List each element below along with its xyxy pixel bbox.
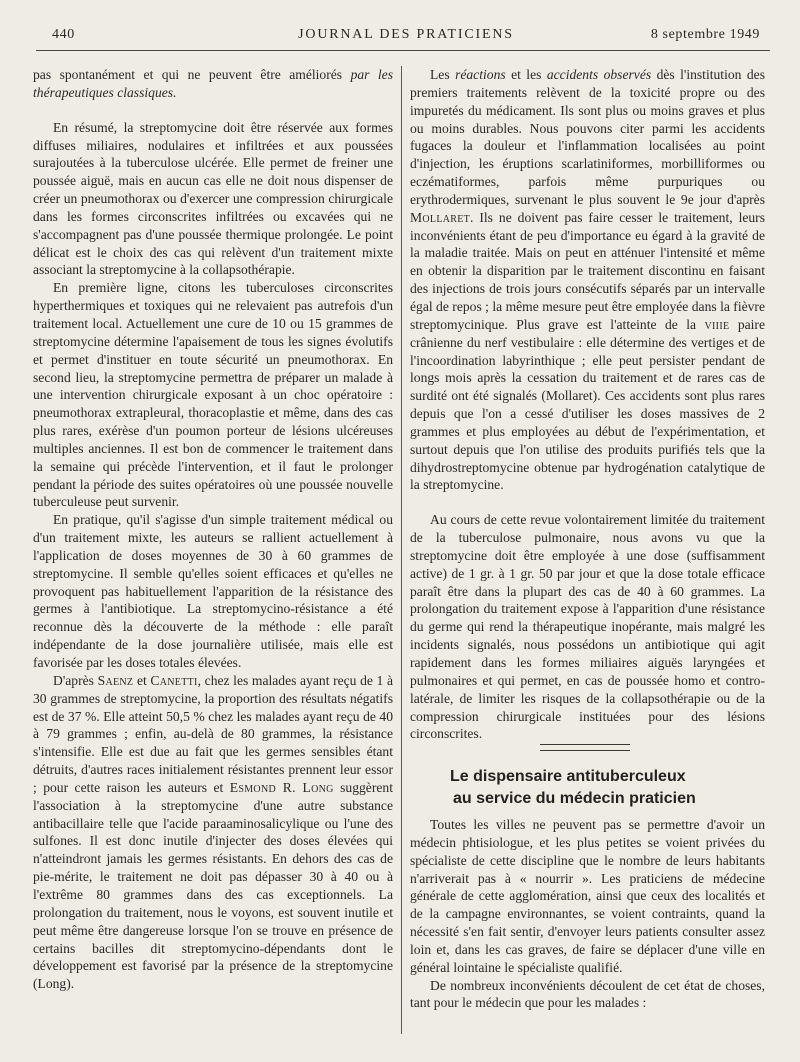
paragraph: Toutes les villes ne peuvent pas se permettre d'avoir un médecin phtisiologue, et les plus petites se voient privées du spécialiste de cette discipline que le nombre de leurs habitants n'arriverait pas à « nourrir ». Les praticiens de médecine générale de cette agglomération, ainsi que ceux des localités et de la campagne environnantes, se voient contraints, quand la nécessité s'en fait sentir, d'envoyer leurs patients consulter assez loin et, dans les cas graves, de faire se déplacer d'une ville en général lointaine le spécialiste qualifié. [410, 817, 765, 975]
right-column [410, 66, 765, 743]
page-number: 440 [52, 27, 75, 42]
author-name: Saenz [97, 672, 134, 688]
text-span: suggèrent l'association à la streptomycine d'une autre substance antibacillaire telle que l'acide paraaminosalicylique ou l'une des sulfones. Il est donc inutile d'injecter des doses élevées qui n'atteindront jamais les germes résistants. En dehors des cas de pie-mérite, le traitement ne doit pas dépasser 30 à 40 ou à l'extrême 80 grammes dans des cas exceptionnels. La prolongation du traitement, nous le voyons, est souvent inutile et peut même être dangereuse lorsque l'on se trouve en présence de certains bacilles dit streptomycino-dépendants dont le développement est favorisé par la présence de la streptomycine (Long). [33, 779, 393, 992]
author-name: Mollaret [410, 209, 471, 225]
author-name: Canetti [150, 672, 198, 688]
text-span: pas spontanément et qui ne peuvent être améliorés [33, 67, 343, 82]
paragraph: En résumé, la streptomycine doit être réservée aux formes diffuses miliaires, nodulaires et infiltrées et aux poussées surajoutées à la tuberculose ulcérée. Elle permet de freiner une poussée aiguë, mais en aucun cas elle ne doit nous dispenser de créer un pneumothorax ou d'exercer une compression chirurgicale dans les formes circonscrites infiltrées ou excavées qui ne s'accompagnent pas d'une poussée thermique prolongée. Le point délicat est le choix des cas qui relèvent d'un traitement mixte associant la streptomycine à la collapsothérapie. [33, 119, 393, 278]
text-span: , chez les malades ayant reçu de 1 à 30 grammes de streptomycine, la proportion des résultats négatifs est de 37 %. Elle atteint 50,5 % chez les malades ayant reçu de 40 à 79 grammes ; enfin, au-delà de 80 grammes, la résistance s'intensifie. Elle est due au fait que les germes sensibles étant détruits, d'autres races initialement résistantes prennent leur essor ; pour cette raison les auteurs et [33, 672, 393, 795]
section-body [410, 816, 765, 1012]
paragraph: En pratique, qu'il s'agisse d'un simple traitement médical ou d'un traitement mixte, les auteurs se rallient actuellement à l'application de doses moyennes de 30 à 60 grammes de streptomycine. Il semble qu'elles soient efficaces et qu'elles ne provoquent pas habituellement l'apparition de la résistance des germes à l'antibiotique. La streptomycino-résistance a été reconnue dès la découverte de la méthode : elle paraît indépendante de la dose journalière utilisée, mais elle est favorisée par les doses totales élevées. [33, 512, 393, 670]
journal-title: JOURNAL DES PRATICIENS [298, 27, 514, 42]
header-rule [36, 50, 770, 51]
text-span: dès l'institution des premiers traitements relèvent de la toxicité propre ou des impuretés du médicament. Ils sont plus ou moins graves et plus ou moins durables. Nous pouvons citer parmi les accidents fugaces la douleur et l'inflammation localisées au point d'injection, les éruptions scarlatiniformes, morbilliformes ou eczématiformes, parfois même purpuriques ou erythrodermiques, survenant le plus souvent le 9e jour d'après [410, 67, 765, 207]
text-span: Les [430, 67, 450, 82]
section-heading [450, 766, 760, 810]
italic-text: réactions [455, 67, 506, 82]
text-span: D'après [53, 672, 94, 688]
heading-line: Le dispensaire antituberculeux [450, 768, 686, 785]
paragraph [410, 66, 765, 494]
paragraph: Au cours de cette revue volontairement limitée du traitement de la tuberculose pulmonaire, nous avons vu que la streptomycine doit être employée à une dose (suffisamment active) de 1 gr. à 1 gr. 50 par jour et que la dose totale efficace paraît être dans la plupart des cas de 40 à 60 grammes. La prolongation du traitement expose à l'apparition d'une résistance du germe qui rend la thérapeutique inopérante, mais malgré les incidents signalés, nous possédons un antibiotique qui agit rapidement dans les formes miliaires aiguës laryngées et pulmonaires et qui permet, en cas de poussée homo et contro-latérale, de limiter les risques de la collapsothérapie ou de la compression chirurgicale instituées pour des lésions circonscrites. [410, 512, 765, 742]
left-column [33, 66, 393, 993]
page-header [52, 18, 760, 44]
heading-line: au service du médecin praticien [453, 790, 696, 807]
roman-numeral: viiie [704, 316, 730, 332]
italic-text: accidents observés [546, 67, 652, 82]
paragraph: De nombreux inconvénients découlent de cet état de choses, tant pour le médecin que pour les malades : [410, 977, 765, 1011]
text-span: et [136, 672, 147, 688]
author-name: Esmond R. Long [229, 779, 334, 795]
text-span: paire crânienne du nerf vestibulaire : elle détermine des vertiges et de l'incoordination labyrinthique ; elle peut persister pendant de longs mois après la cessation du traitement et de rares cas de surdité ont été signalés (Mollaret). Ces accidents sont plus rares depuis que l'on a cessé d'utiliser les doses massives de 2 grammes et plus employées au début de l'expérimentation, et surtout depuis que l'on utilise des produits purifiés tels que la dihydrostreptomycine obtenue par hydrogénation catalytique de la streptomycine. [410, 316, 765, 493]
column-divider [401, 66, 402, 1034]
italic-text: par les thérapeutiques classiques. [33, 67, 394, 100]
paragraph: En première ligne, citons les tuberculoses circonscrites hyperthermiques et toxiques qui ne relevaient pas autrefois d'un traitement local. Actuellement une cure de 10 ou 15 grammes de streptomycine détermine l'apaisement de tous les signes évolutifs et permet d'instituer en toute sécurité un pneumothorax. En second lieu, la streptomycine permettra de préparer un malade à une intervention chirurgicale exposant à un choc opératoire : pneumothorax extrapleural, thoracoplastie et même, dans des cas plus rares, exérèse d'un poumon porteur de lésions ulcéreuses multiples anciennes. Il est bon de commencer le traitement dans la semaine qui précède l'intervention, et il faut le prolonger pendant la période des suites opératoires où une poussée nouvelle tuberculeuse peut survenir. [33, 280, 393, 510]
text-span: . Ils ne doivent pas faire cesser le traitement, leurs inconvénients étant de peu d'importance eu égard à la gravité de la maladie traitée. Mais on peut en atténuer l'intensité et même en obtenir la disparition par le traitement discontinu en faisant des injections de trois jours consécutifs séparés par un intervalle égal de repos ; la même mesure peut être employée dans la fièvre streptomycinique. Plus grave est l'atteinte de la [410, 209, 765, 332]
text-span: et les [511, 67, 542, 82]
paragraph [33, 672, 393, 993]
paragraph [33, 66, 393, 102]
section-separator [540, 744, 630, 751]
issue-date: 8 septembre 1949 [650, 27, 760, 42]
